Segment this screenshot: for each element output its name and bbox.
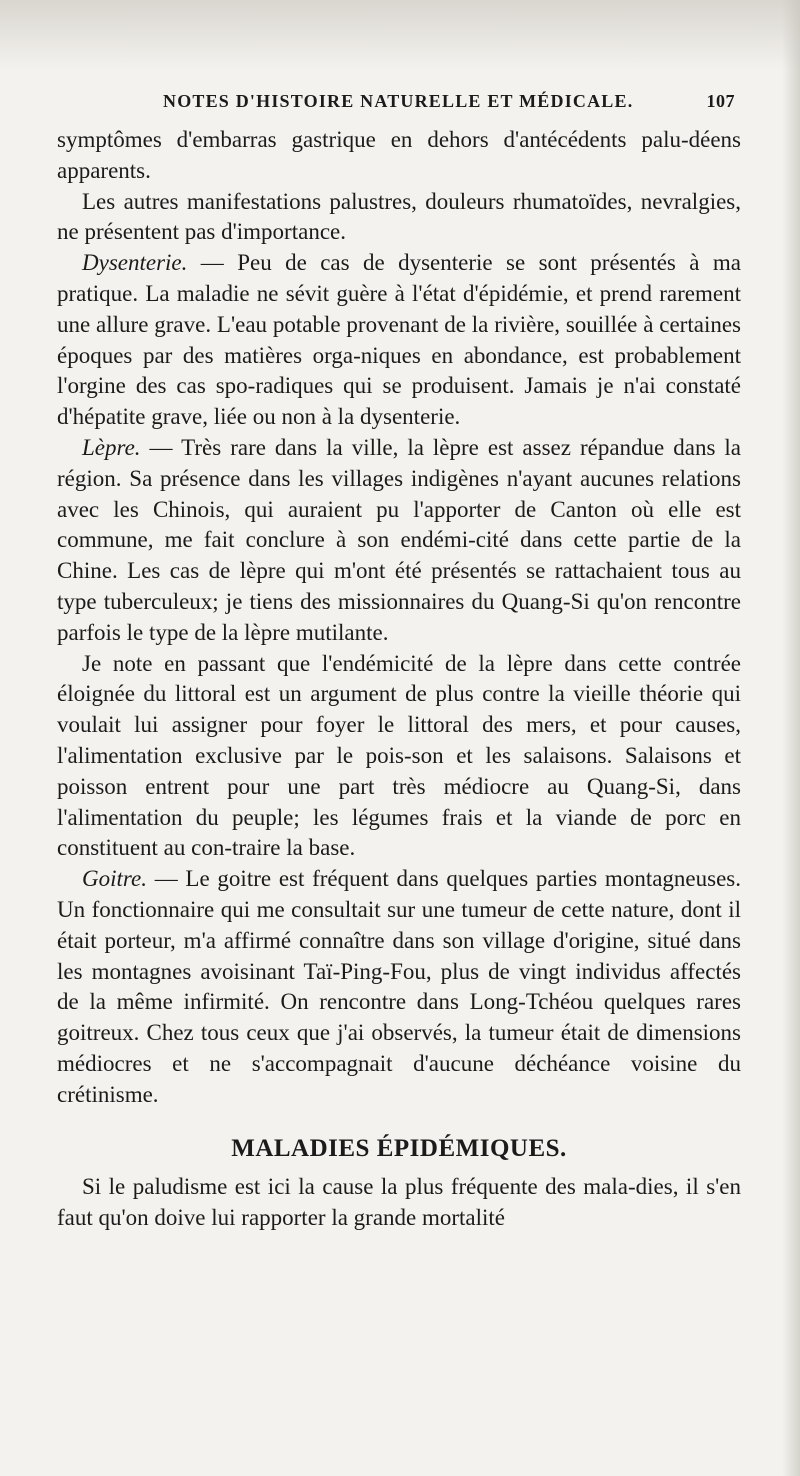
paragraph-palustres: Les autres manifestations palustres, douleurs rhumatoïdes, nevralgies, ne présentent pas d'importance. (57, 188, 741, 245)
paragraph-dysenterie (57, 248, 741, 433)
paragraph-endemicite: Je note en passant que l'endémicité de la lèpre dans cette contrée éloignée du littoral est un argument de plus contre la vieille théorie qui voulait lui assigner pour foyer le littoral des mers, et pour causes, l'alimentation exclusive par le pois-son et les salaisons. Salaisons et poisson entrent pour une part très médiocre au Quang-Si, dans l'alimentation du peuple; les légumes frais et la viande de porc en constituent au con-traire la base. (57, 650, 741, 861)
term-goitre: Goitre. (82, 866, 147, 892)
goitre-text: — Le goitre est fréquent dans quelques parties montagneuses. Un fonctionnaire qui me consultait sur une tumeur de cette nature, dont il était porteur, m'a affirmé connaître dans son village d'origine, situé dans les montagnes avoisinant Taï-Ping-Fou, plus de vingt individus affectés de la même infirmité. On rencontre dans Long-Tchéou quelques rares goitreux. Chez tous ceux que j'ai observés, la tumeur était de dimensions médiocres et ne s'accompagnait d'aucune déchéance voisine du crétinisme. (57, 866, 741, 1107)
running-header (58, 83, 742, 117)
paragraph-epidemiques: Si le paludisme est ici la cause la plus fréquente des mala-dies, il s'en faut qu'on doive lui rapporter la grande mortalité (57, 1174, 741, 1231)
section-title: MALADIES ÉPIDÉMIQUES. (231, 1134, 567, 1162)
term-dysenterie: Dysenterie. (82, 250, 188, 276)
paragraph-lepre (57, 433, 741, 649)
lepre-text: — Très rare dans la ville, la lèpre est assez répandue dans la région. Sa présence dans les villages indigènes n'ayant aucunes relations avec les Chinois, qui auraient pu l'apporter de Canton où elle est commune, me fait conclure à son endémi-cité dans cette partie de la Chine. Les cas de lèpre qui m'ont été présentés se rattachaient tous au type tuberculeux; je tiens des missionnaires du Quang-Si qu'on rencontre parfois le type de la lèpre mutilante. (57, 434, 741, 645)
page-body (57, 125, 741, 1234)
page-top-shading (0, 0, 800, 70)
page-number: 107 (706, 91, 735, 111)
dysenterie-text: — Peu de cas de dysenterie se sont présentés à ma pratique. La maladie ne sévit guère à l'état d'épidémie, et prend rarement une allure grave. L'eau potable provenant de la rivière, souillée à certaines époques par des matières orga-niques en abondance, est probablement l'orgine des cas spo-radiques qui se produisent. Jamais je n'ai constaté d'hépatite grave, liée ou non à la dysenterie. (57, 250, 741, 430)
term-lepre: Lèpre. (82, 434, 141, 460)
page-right-shading (782, 0, 800, 1476)
paragraph-goitre (57, 864, 741, 1110)
paragraph-continuation: symptômes d'embarras gastrique en dehors d'antécédents palu-déens apparents. (57, 127, 741, 183)
running-title: NOTES D'HISTOIRE NATURELLE ET MÉDICALE. (163, 91, 634, 111)
